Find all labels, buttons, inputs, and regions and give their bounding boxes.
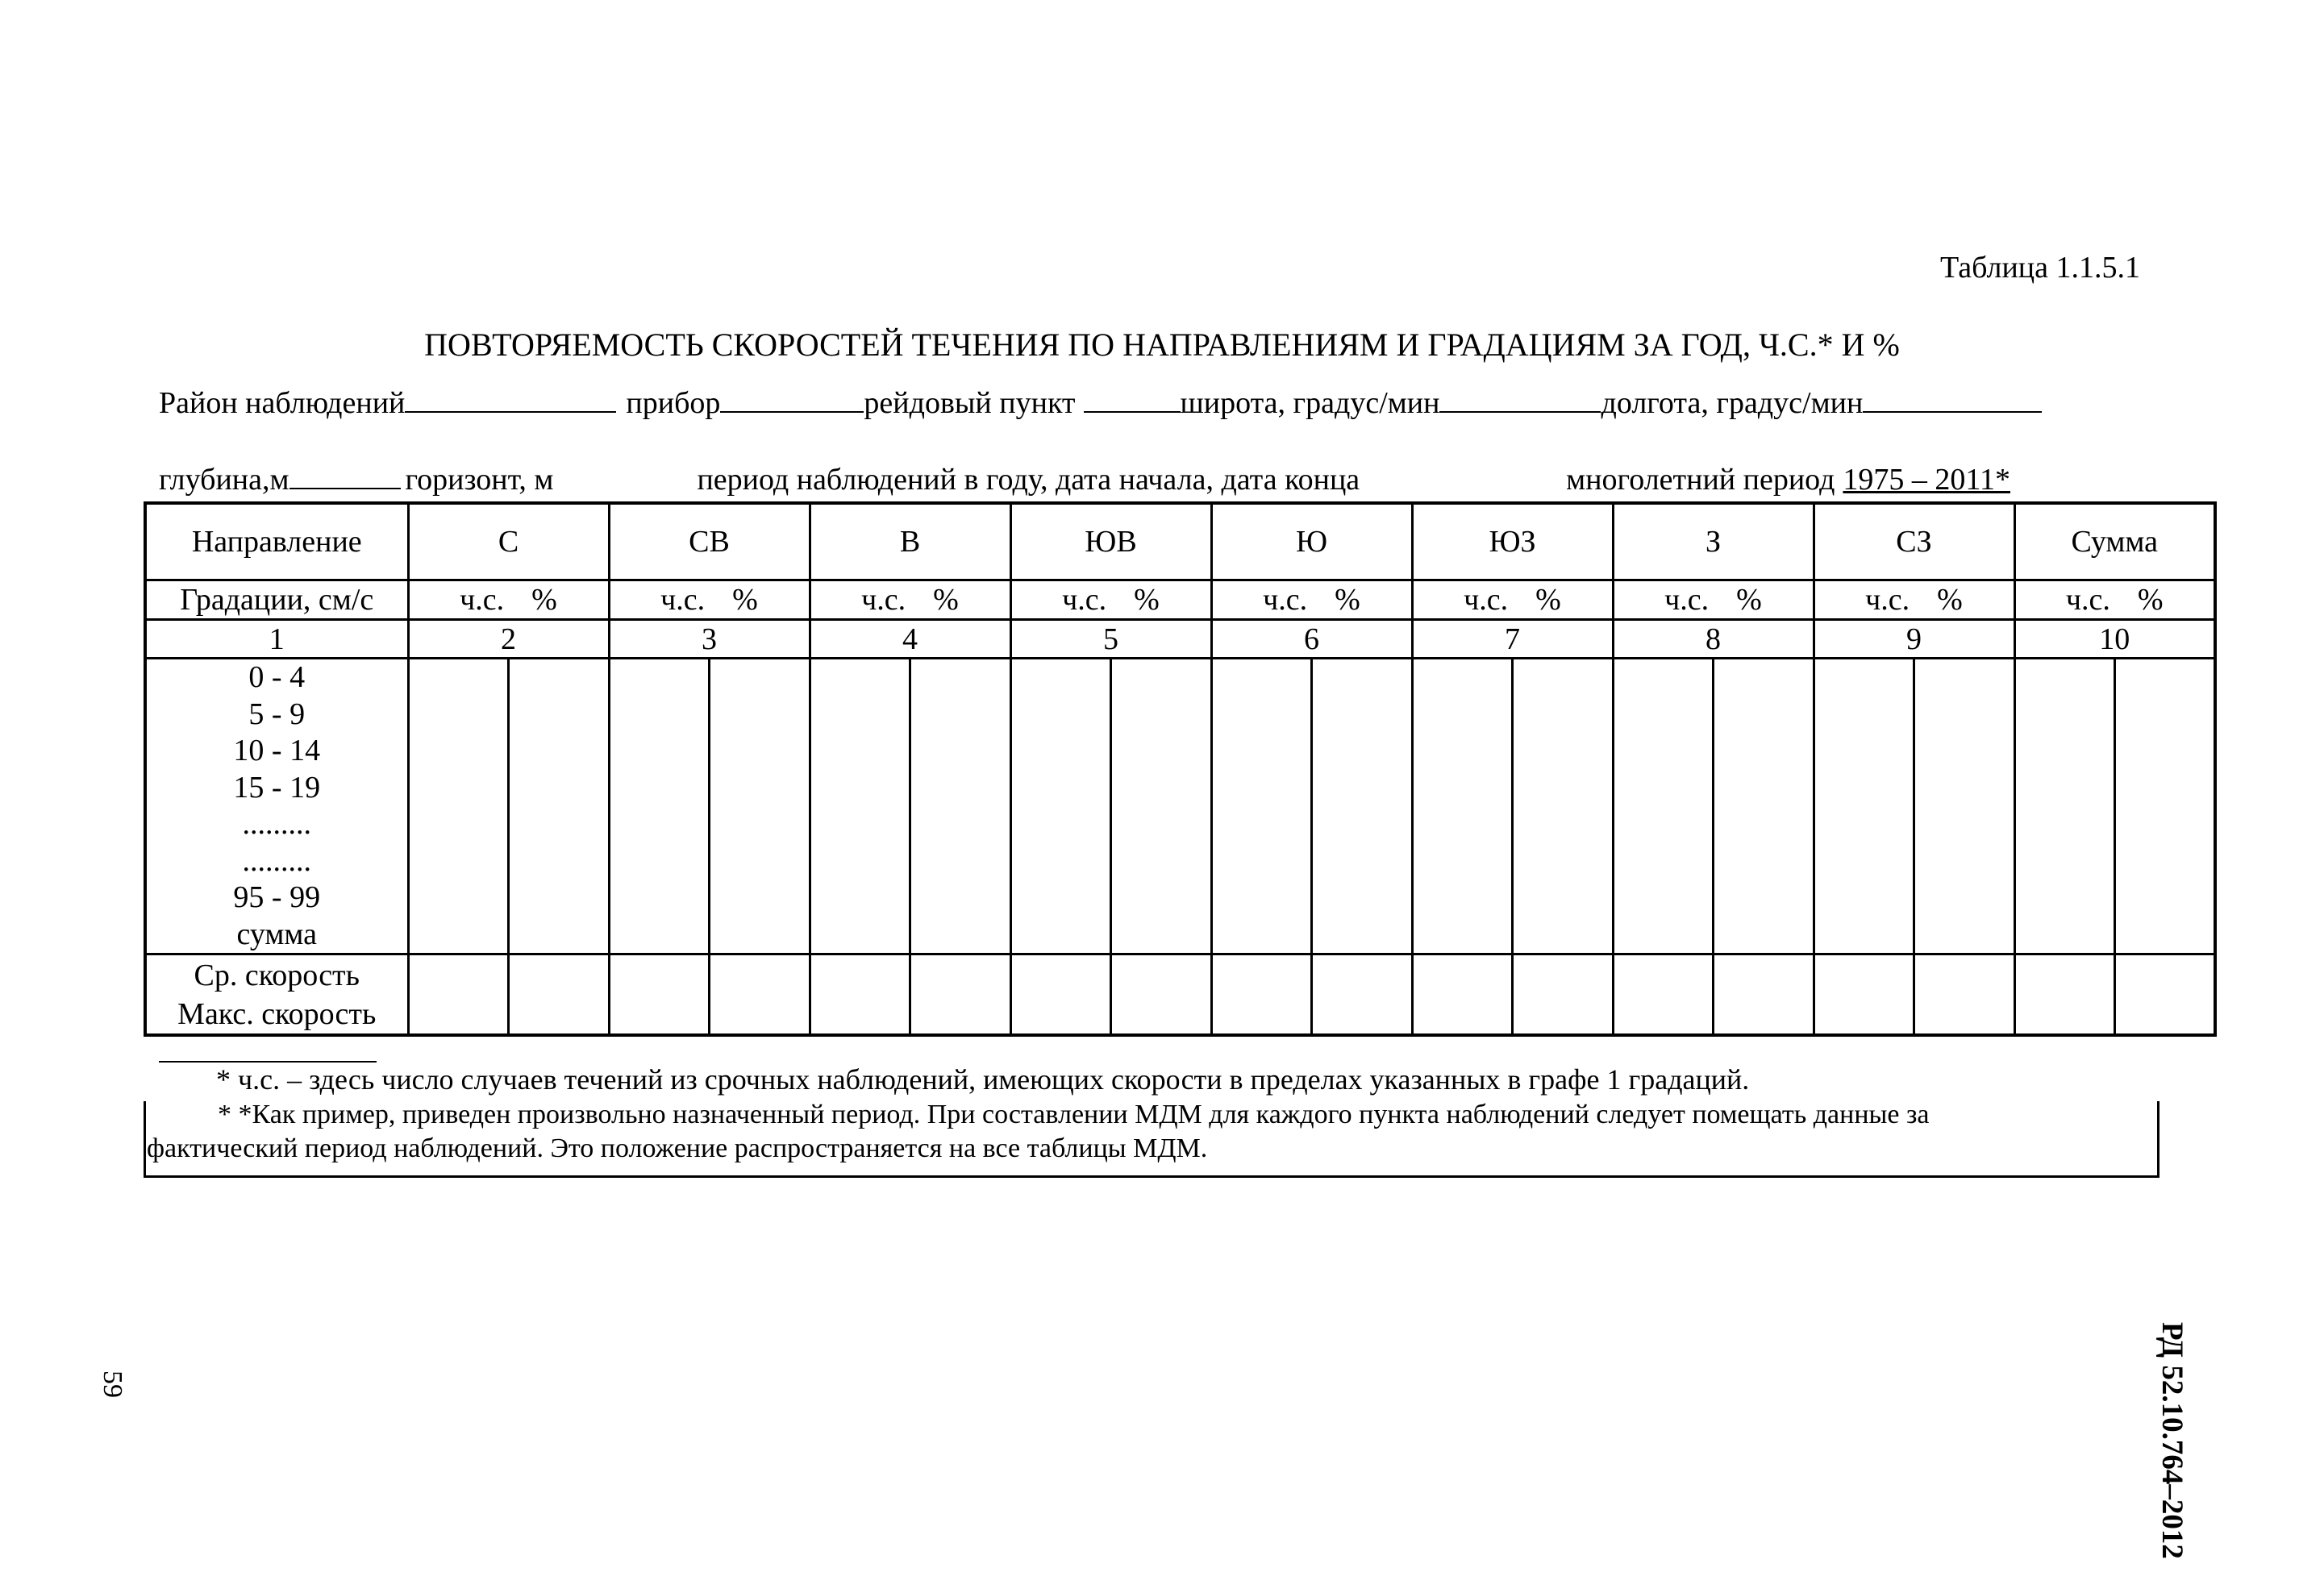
depth-label: глубина,м	[159, 463, 289, 497]
gradation-item: сумма	[236, 917, 318, 951]
column-number: 4	[810, 620, 1010, 659]
direction-cell: СЗ	[1814, 503, 2014, 580]
column-number: 2	[408, 620, 609, 659]
longitude-blank	[1863, 387, 2042, 413]
column-number: 5	[1010, 620, 1211, 659]
unit-count: ч.с.	[460, 583, 505, 617]
roadstead-label: рейдовый пункт	[864, 386, 1076, 420]
unit-percent: %	[732, 583, 758, 617]
data-cell	[1814, 659, 2014, 954]
unit-percent: %	[1736, 583, 1762, 617]
unit-percent: %	[933, 583, 959, 617]
column-number: 3	[609, 620, 810, 659]
gradation-item: 15 - 19	[233, 770, 321, 805]
multiyear-label: многолетний период	[1566, 463, 1835, 497]
unit-count: ч.с.	[1464, 583, 1509, 617]
unit-percent: %	[2137, 583, 2164, 617]
max-speed-label: Макс. скорость	[177, 996, 377, 1031]
data-cell	[609, 954, 810, 1036]
data-cell	[1412, 954, 1613, 1036]
latitude-blank	[1439, 387, 1601, 413]
footnote-1: * ч.с. – здесь число случаев течений из срочных наблюдений, имеющих скорости в пределах указанных в графе 1 градаций.	[216, 1063, 1750, 1096]
direction-cell: С	[408, 503, 609, 580]
roadstead-blank	[1084, 387, 1181, 413]
unit-count: ч.с.	[861, 583, 906, 617]
footnote-2-continuation: фактический период наблюдений. Это положение распространяется на все таблицы МДМ.	[147, 1133, 1208, 1163]
gradation-item: .........	[242, 843, 311, 878]
table-header-row	[145, 503, 2215, 580]
document-code: РД 52.10.764–2012	[2155, 1322, 2189, 1559]
period-label: период наблюдений в году, дата начала, дата конца	[697, 463, 1360, 497]
horizon-label: горизонт, м	[405, 463, 554, 497]
unit-percent: %	[1937, 583, 1963, 617]
gradation-item: 95 - 99	[233, 880, 321, 914]
gradation-item: .........	[242, 807, 311, 841]
latitude-label: широта, градус/мин	[1180, 386, 1440, 420]
direction-cell: ЮВ	[1010, 503, 1211, 580]
column-number: 1	[145, 620, 408, 659]
data-cell	[810, 954, 1010, 1036]
column-number: 9	[1814, 620, 2014, 659]
unit-percent: %	[1535, 583, 1561, 617]
data-cell	[1010, 659, 1211, 954]
units-row	[145, 580, 2215, 620]
table-title: ПОВТОРЯЕМОСТЬ СКОРОСТЕЙ ТЕЧЕНИЯ ПО НАПРАВЛЕНИЯМ И ГРАДАЦИЯМ ЗА ГОД, Ч.С.* И %	[424, 326, 1900, 363]
data-cell	[1010, 954, 1211, 1036]
column-number: 7	[1412, 620, 1613, 659]
unit-count: ч.с.	[2065, 583, 2110, 617]
multiyear-value: 1975 – 2011*	[1843, 463, 2011, 497]
data-cell	[1211, 954, 1412, 1036]
device-blank	[720, 387, 864, 413]
gradation-header: Градации, см/с	[145, 580, 408, 620]
direction-cell: Сумма	[2014, 503, 2215, 580]
data-cell	[609, 659, 810, 954]
observation-fields-row	[159, 462, 2010, 497]
table-number: Таблица 1.1.5.1	[1939, 251, 2140, 285]
data-cell	[408, 659, 609, 954]
region-blank	[405, 387, 616, 413]
longitude-label: долгота, градус/мин	[1601, 386, 1864, 420]
direction-header: Направление	[145, 503, 408, 580]
data-cell	[2014, 659, 2215, 954]
unit-count: ч.с.	[660, 583, 706, 617]
data-cell	[1613, 954, 1814, 1036]
gradations-list	[145, 659, 408, 954]
unit-count: ч.с.	[1865, 583, 1910, 617]
data-cell	[1613, 659, 1814, 954]
current-speed-table	[144, 501, 2217, 1037]
unit-percent: %	[531, 583, 557, 617]
column-number: 6	[1211, 620, 1412, 659]
speed-labels	[145, 954, 408, 1036]
depth-blank	[289, 464, 401, 489]
gradations-row	[145, 659, 2215, 954]
device-label: прибор	[626, 386, 721, 420]
gradation-item: 0 - 4	[248, 660, 306, 694]
direction-cell: СВ	[609, 503, 810, 580]
direction-cell: З	[1613, 503, 1814, 580]
unit-count: ч.с.	[1062, 583, 1107, 617]
data-cell	[810, 659, 1010, 954]
data-cell	[408, 954, 609, 1036]
direction-cell: В	[810, 503, 1010, 580]
region-label: Район наблюдений	[159, 386, 406, 420]
unit-count: ч.с.	[1263, 583, 1308, 617]
direction-cell: Ю	[1211, 503, 1412, 580]
gradation-item: 5 - 9	[248, 697, 306, 731]
column-numbers-row	[145, 620, 2215, 659]
column-number: 8	[1613, 620, 1814, 659]
data-cell	[1211, 659, 1412, 954]
unit-count: ч.с.	[1664, 583, 1710, 617]
unit-percent: %	[1335, 583, 1360, 617]
data-cell	[1814, 954, 2014, 1036]
data-cell	[2014, 954, 2215, 1036]
column-number: 10	[2014, 620, 2215, 659]
footnote-2: * *Как пример, приведен произвольно назначенный период. При составлении МДМ для каждого пункта наблюдений следует помещать данные за	[218, 1100, 1930, 1129]
data-cell	[1412, 659, 1613, 954]
gradation-item: 10 - 14	[233, 734, 321, 767]
unit-percent: %	[1134, 583, 1160, 617]
mean-speed-label: Ср. скорость	[194, 958, 360, 992]
speed-row	[145, 954, 2215, 1036]
observation-fields-row	[159, 385, 2042, 421]
direction-cell: ЮЗ	[1412, 503, 1613, 580]
page-number: 59	[98, 1370, 127, 1398]
